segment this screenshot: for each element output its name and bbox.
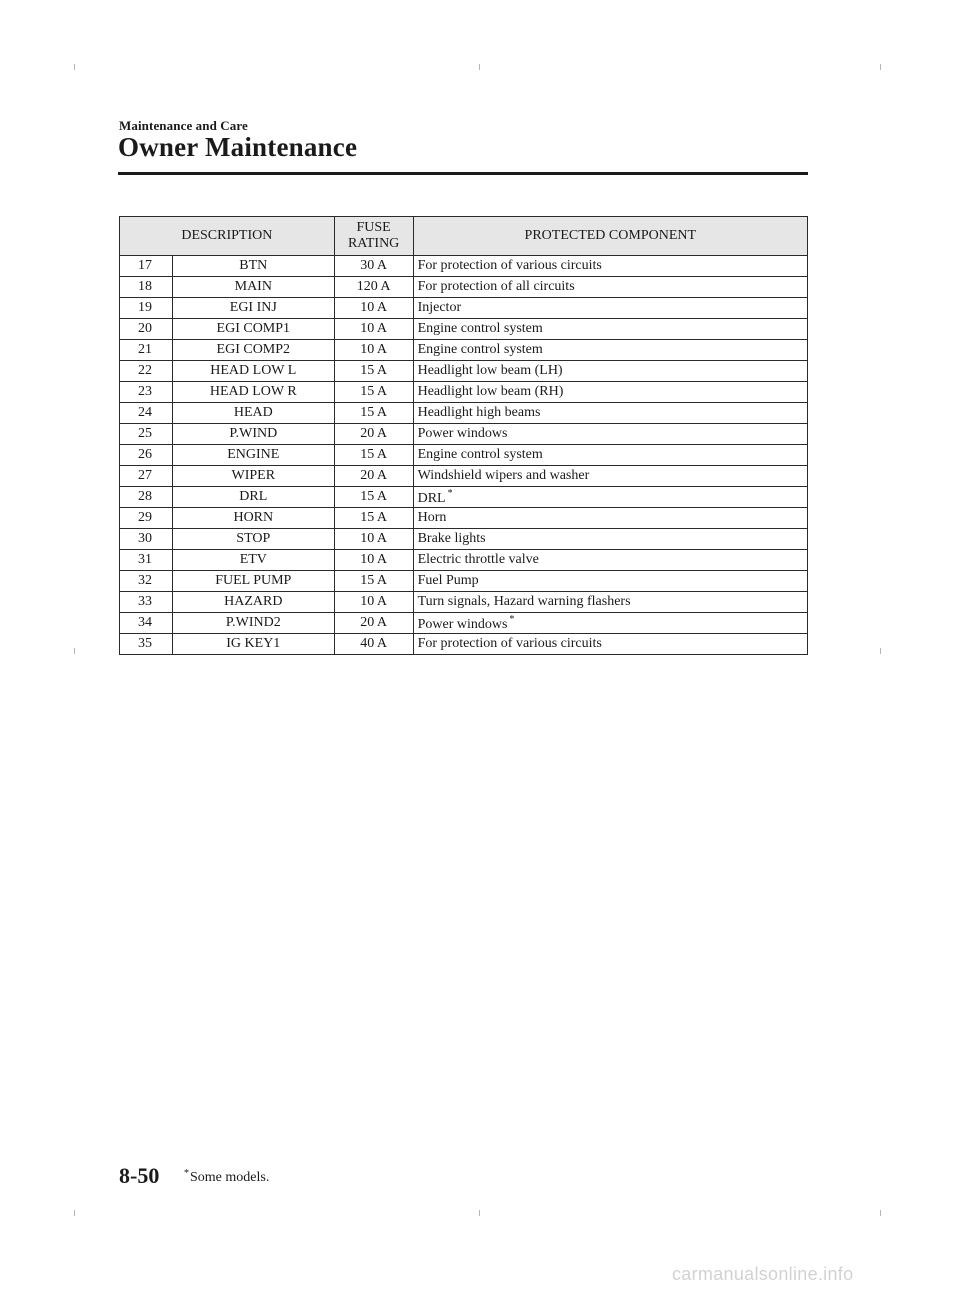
crop-mark — [880, 1210, 881, 1216]
protected-component-cell-text: For protection of all circuits — [417, 279, 575, 294]
protected-component-cell-text: For protection of various circuits — [417, 636, 602, 651]
fuse-description-cell — [172, 340, 334, 361]
fuse-description-cell-text: P.WIND2 — [225, 615, 281, 630]
crop-mark — [880, 648, 881, 654]
crop-mark — [74, 1210, 75, 1216]
fuse-description-cell-text: FUEL PUMP — [215, 573, 292, 588]
fuse-description-cell-text: STOP — [236, 531, 271, 546]
fuse-number-cell-text: 30 — [138, 531, 152, 546]
header-protected-component: PROTECTED COMPONENT — [413, 217, 807, 256]
fuse-rating-cell-text: 15 A — [360, 573, 388, 588]
fuse-rating-cell — [334, 277, 413, 298]
fuse-description-cell-text: BTN — [239, 258, 268, 273]
page-number: 8-50 — [119, 1163, 160, 1188]
protected-component-cell — [413, 592, 807, 613]
fuse-rating-cell-text: 15 A — [360, 384, 388, 399]
fuse-description-cell — [172, 424, 334, 445]
protected-component-cell — [413, 319, 807, 340]
protected-component-cell-text: Engine control system — [417, 447, 543, 462]
fuse-rating-cell-text: 20 A — [360, 426, 388, 441]
fuse-description-cell-text: ENGINE — [227, 447, 280, 462]
fuse-number-cell-text: 34 — [138, 615, 152, 630]
protected-component-cell — [413, 298, 807, 319]
fuse-rating-cell-text: 15 A — [360, 405, 388, 420]
fuse-number-cell-text: 33 — [138, 594, 152, 609]
protected-component-cell-text: DRL — [417, 490, 446, 506]
fuse-number-cell — [120, 550, 173, 571]
fuse-description-cell — [172, 571, 334, 592]
fuse-rating-cell — [334, 361, 413, 382]
protected-component-cell-text: Injector — [417, 300, 462, 315]
fuse-description-cell-text: HAZARD — [224, 594, 283, 609]
protected-component-cell-text: Power windows — [417, 616, 508, 632]
fuse-number-cell — [120, 508, 173, 529]
table-row — [120, 613, 808, 634]
fuse-description-cell — [172, 466, 334, 487]
fuse-description-cell — [172, 592, 334, 613]
table-row — [120, 487, 808, 508]
fuse-rating-cell-text: 20 A — [360, 468, 388, 483]
protected-component-cell-text: Fuel Pump — [417, 573, 479, 588]
fuse-number-cell-text: 32 — [138, 573, 152, 588]
fuse-number-cell-text: 23 — [138, 384, 152, 399]
crop-mark — [74, 648, 75, 654]
fuse-rating-cell — [334, 592, 413, 613]
fuse-number-cell — [120, 277, 173, 298]
fuse-description-cell-text: P.WIND — [229, 426, 278, 441]
fuse-rating-cell — [334, 613, 413, 634]
table-row — [120, 319, 808, 340]
fuse-description-cell-text: IG KEY1 — [226, 636, 281, 651]
fuse-number-cell-text: 22 — [138, 363, 152, 378]
protected-component-cell — [413, 487, 807, 508]
protected-component-cell-text: Power windows — [417, 426, 508, 441]
fuse-number-cell-text: 26 — [138, 447, 152, 462]
table-row — [120, 298, 808, 319]
fuse-description-cell-text: EGI COMP2 — [216, 342, 291, 357]
fuse-number-cell — [120, 466, 173, 487]
fuse-description-cell-text: HEAD LOW R — [209, 384, 297, 399]
protected-component-cell-text: Windshield wipers and washer — [417, 468, 590, 483]
fuse-rating-cell — [334, 571, 413, 592]
fuse-number-cell-text: 29 — [138, 510, 152, 525]
fuse-rating-cell-text: 20 A — [360, 615, 388, 630]
fuse-number-cell-text: 27 — [138, 468, 152, 483]
table-row — [120, 466, 808, 487]
table-row — [120, 382, 808, 403]
footnote — [184, 1168, 269, 1186]
fuse-number-cell — [120, 256, 173, 277]
protected-component-cell — [413, 445, 807, 466]
table-row — [120, 403, 808, 424]
fuse-number-cell — [120, 298, 173, 319]
fuse-number-cell — [120, 382, 173, 403]
protected-component-cell — [413, 340, 807, 361]
fuse-number-cell-text: 35 — [138, 636, 152, 651]
fuse-rating-cell — [334, 445, 413, 466]
fuse-description-cell — [172, 319, 334, 340]
fuse-rating-cell-text: 10 A — [360, 594, 388, 609]
protected-component-cell-text: For protection of various circuits — [417, 258, 602, 273]
protected-component-cell-text: Engine control system — [417, 321, 543, 336]
header-description: DESCRIPTION — [120, 217, 335, 256]
fuse-description-cell — [172, 298, 334, 319]
table-row — [120, 256, 808, 277]
protected-component-cell — [413, 550, 807, 571]
protected-component-cell — [413, 529, 807, 550]
fuse-number-cell — [120, 340, 173, 361]
fuse-description-cell — [172, 445, 334, 466]
fuse-description-cell-text: WIPER — [231, 468, 276, 483]
protected-component-cell — [413, 571, 807, 592]
protected-component-cell — [413, 466, 807, 487]
fuse-table-header — [120, 217, 808, 256]
crop-mark — [880, 64, 881, 70]
fuse-number-cell-text: 20 — [138, 321, 152, 336]
fuse-number-cell — [120, 592, 173, 613]
fuse-description-cell-text: HEAD — [233, 405, 273, 420]
fuse-rating-cell-text: 40 A — [360, 636, 388, 651]
fuse-number-cell — [120, 487, 173, 508]
fuse-rating-cell-text: 30 A — [360, 258, 388, 273]
table-row — [120, 424, 808, 445]
protected-component-cell-text: Headlight high beams — [417, 405, 541, 420]
table-row — [120, 361, 808, 382]
protected-component-cell-text: Headlight low beam (LH) — [417, 363, 563, 378]
fuse-rating-cell-text: 15 A — [360, 447, 388, 462]
title-divider — [118, 172, 808, 175]
fuse-rating-cell-text: 10 A — [360, 321, 388, 336]
fuse-description-cell-text: EGI INJ — [229, 300, 277, 315]
fuse-description-cell-text: HEAD LOW L — [210, 363, 297, 378]
fuse-number-cell-text: 21 — [138, 342, 152, 357]
some-models-star-icon: * — [447, 487, 453, 499]
protected-component-cell-text: Headlight low beam (RH) — [417, 384, 564, 399]
fuse-description-cell — [172, 550, 334, 571]
protected-component-cell — [413, 424, 807, 445]
protected-component-cell — [413, 256, 807, 277]
table-row — [120, 445, 808, 466]
fuse-number-cell-text: 31 — [138, 552, 152, 567]
fuse-rating-cell-text: 10 A — [360, 531, 388, 546]
protected-component-cell-text: Brake lights — [417, 531, 486, 546]
fuse-description-cell — [172, 529, 334, 550]
fuse-rating-cell-text: 15 A — [360, 510, 388, 525]
fuse-rating-cell — [334, 256, 413, 277]
fuse-rating-cell-text: 120 A — [356, 279, 391, 294]
fuse-number-cell — [120, 613, 173, 634]
table-row — [120, 508, 808, 529]
fuse-table — [119, 216, 808, 655]
header-fuse-rating: FUSE RATING — [334, 217, 413, 256]
fuse-rating-cell — [334, 319, 413, 340]
fuse-rating-cell — [334, 487, 413, 508]
fuse-description-cell — [172, 508, 334, 529]
fuse-table-body — [120, 256, 808, 655]
fuse-description-cell-text: DRL — [239, 489, 268, 504]
table-row — [120, 592, 808, 613]
section-label: Maintenance and Care — [119, 118, 248, 133]
page-title: Owner Maintenance — [118, 132, 358, 162]
fuse-description-cell — [172, 382, 334, 403]
fuse-rating-cell — [334, 508, 413, 529]
fuse-rating-cell — [334, 382, 413, 403]
table-row — [120, 571, 808, 592]
fuse-rating-cell-text: 15 A — [360, 363, 388, 378]
fuse-description-cell-text: EGI COMP1 — [216, 321, 291, 336]
fuse-rating-cell — [334, 340, 413, 361]
table-row — [120, 550, 808, 571]
fuse-number-cell — [120, 445, 173, 466]
fuse-number-cell — [120, 403, 173, 424]
fuse-description-cell — [172, 403, 334, 424]
protected-component-cell — [413, 403, 807, 424]
fuse-rating-cell — [334, 298, 413, 319]
fuse-rating-cell-text: 10 A — [360, 300, 388, 315]
protected-component-cell-text: Electric throttle valve — [417, 552, 539, 567]
fuse-description-cell — [172, 634, 334, 655]
fuse-rating-cell — [334, 550, 413, 571]
header-row — [120, 217, 808, 256]
protected-component-cell-text: Engine control system — [417, 342, 543, 357]
protected-component-cell — [413, 361, 807, 382]
crop-mark — [479, 64, 480, 70]
fuse-number-cell-text: 24 — [138, 405, 152, 420]
fuse-description-cell-text: ETV — [239, 552, 267, 567]
protected-component-cell — [413, 382, 807, 403]
fuse-rating-cell — [334, 403, 413, 424]
protected-component-cell — [413, 277, 807, 298]
fuse-number-cell-text: 28 — [138, 489, 152, 504]
protected-component-cell — [413, 508, 807, 529]
fuse-number-cell-text: 18 — [138, 279, 152, 294]
fuse-number-cell — [120, 529, 173, 550]
crop-mark — [74, 64, 75, 70]
footnote-text: Some models. — [190, 1170, 270, 1185]
protected-component-cell — [413, 634, 807, 655]
fuse-description-cell-text: MAIN — [234, 279, 272, 294]
fuse-description-cell — [172, 361, 334, 382]
fuse-rating-cell-text: 10 A — [360, 552, 388, 567]
fuse-number-cell-text: 25 — [138, 426, 152, 441]
fuse-rating-cell — [334, 466, 413, 487]
table-row — [120, 277, 808, 298]
table-row — [120, 634, 808, 655]
fuse-number-cell — [120, 319, 173, 340]
fuse-number-cell-text: 17 — [138, 258, 152, 273]
protected-component-cell-text: Horn — [417, 510, 447, 525]
fuse-rating-cell — [334, 424, 413, 445]
fuse-number-cell — [120, 424, 173, 445]
fuse-number-cell-text: 19 — [138, 300, 152, 315]
fuse-number-cell — [120, 634, 173, 655]
footnote-star-icon: * — [184, 1168, 189, 1179]
fuse-description-cell — [172, 256, 334, 277]
fuse-rating-cell-text: 10 A — [360, 342, 388, 357]
fuse-description-cell-text: HORN — [233, 510, 274, 525]
fuse-rating-cell — [334, 634, 413, 655]
protected-component-cell — [413, 613, 807, 634]
protected-component-cell-text: Turn signals, Hazard warning flashers — [417, 594, 631, 609]
crop-mark — [479, 1210, 480, 1216]
fuse-description-cell — [172, 277, 334, 298]
fuse-description-cell — [172, 613, 334, 634]
fuse-number-cell — [120, 571, 173, 592]
table-row — [120, 529, 808, 550]
fuse-rating-cell-text: 15 A — [360, 489, 388, 504]
fuse-number-cell — [120, 361, 173, 382]
some-models-star-icon: * — [509, 613, 515, 625]
table-row — [120, 340, 808, 361]
fuse-rating-cell — [334, 529, 413, 550]
fuse-description-cell — [172, 487, 334, 508]
watermark: carmanualsonline.info — [672, 1264, 854, 1284]
